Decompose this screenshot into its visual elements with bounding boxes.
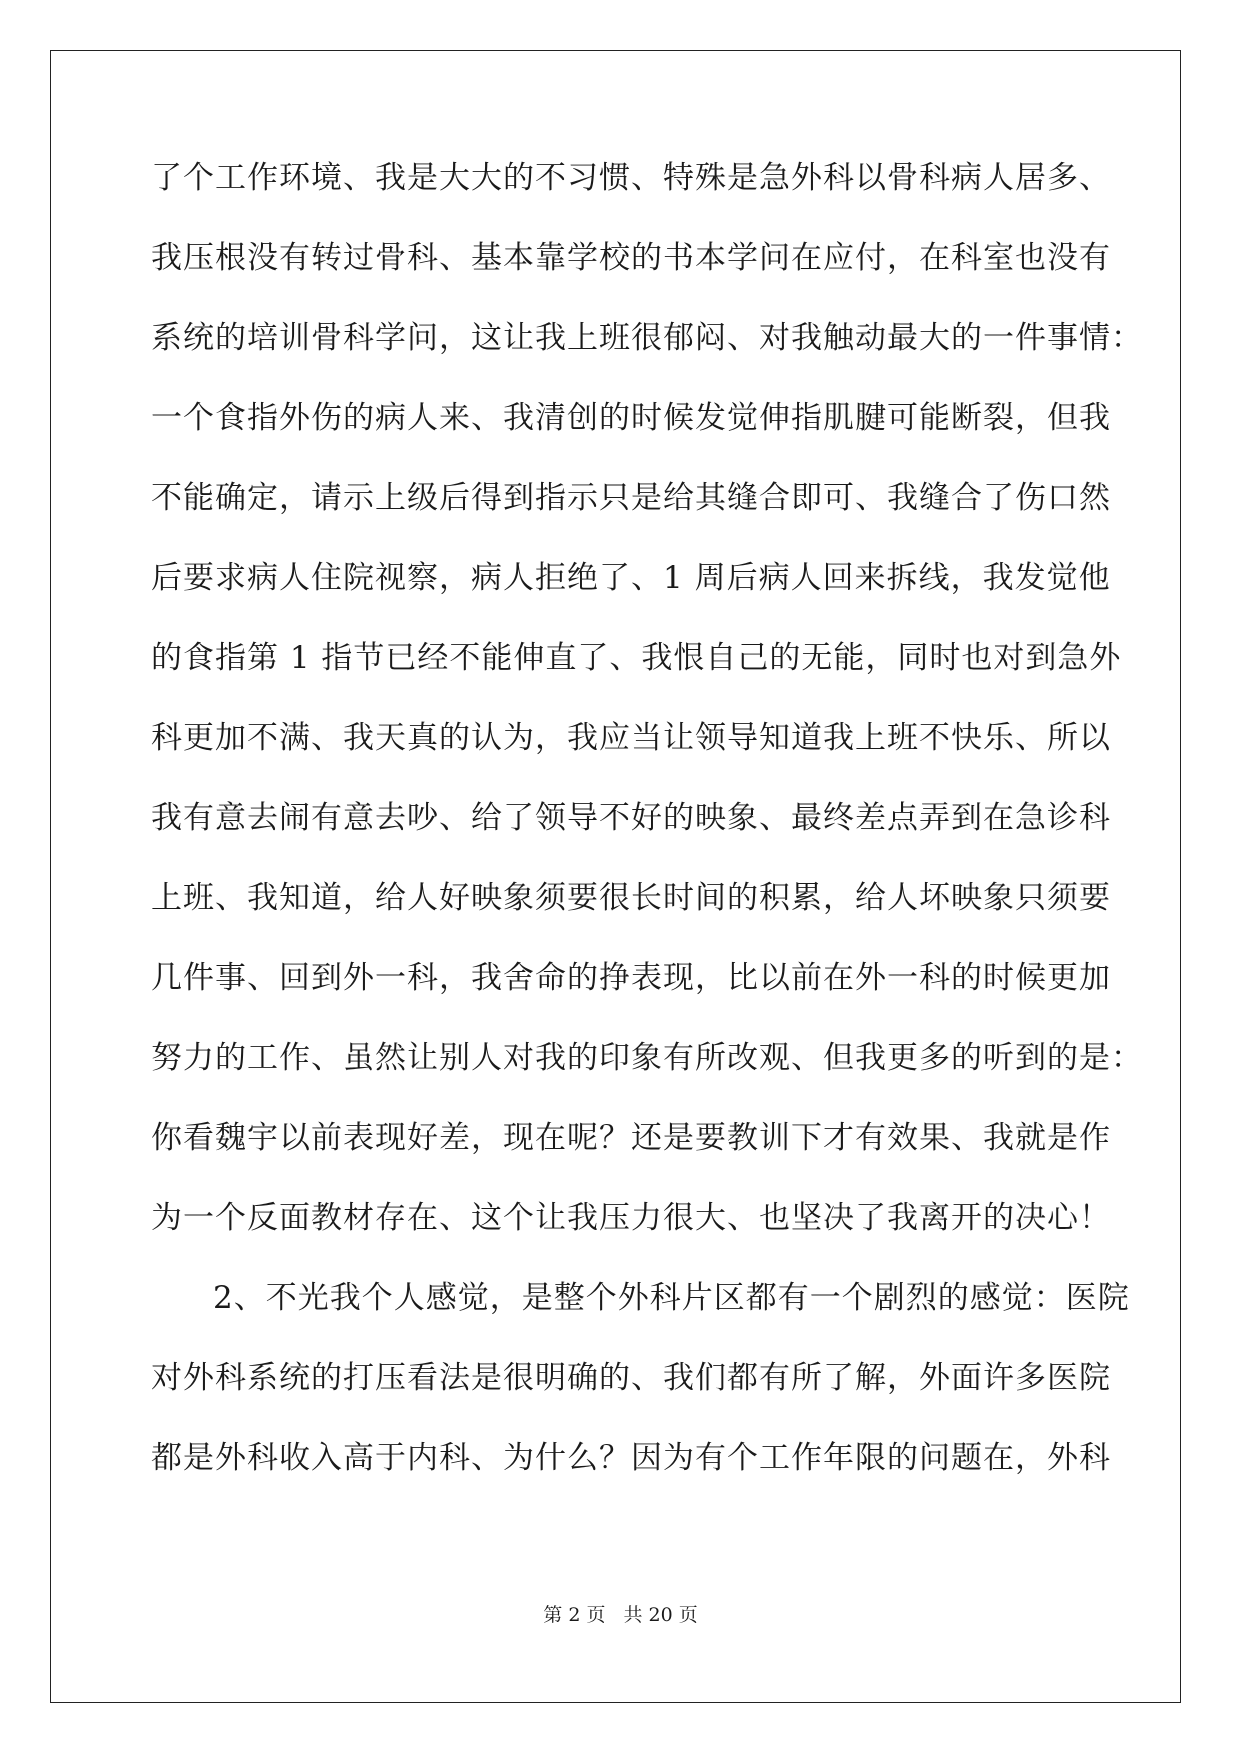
text-line: 上班、我知道，给人好映象须要很长时间的积累，给人坏映象只须要 (151, 880, 1111, 916)
text-line: 都是外科收入高于内科、为什么？因为有个工作年限的问题在，外科 (151, 1440, 1111, 1476)
page-number: 第 2 页 (543, 1604, 606, 1626)
text-line: 后要求病人住院视察，病人拒绝了、1 周后病人回来拆线，我发觉他 (151, 560, 1111, 596)
document-body (151, 154, 1143, 1514)
text-line: 我有意去闹有意去吵、给了领导不好的映象、最终差点弄到在急诊科 (151, 800, 1111, 836)
text-line: 几件事、回到外一科，我舍命的挣表现，比以前在外一科的时候更加 (151, 960, 1111, 996)
text-line: 为一个反面教材存在、这个让我压力很大、也坚决了我离开的决心！ (151, 1200, 1111, 1236)
text-line: 不能确定，请示上级后得到指示只是给其缝合即可、我缝合了伤口然 (151, 480, 1111, 516)
text-line: 一个食指外伤的病人来、我清创的时候发觉伸指肌腱可能断裂，但我 (151, 400, 1111, 436)
paragraph-start-line: 2、不光我个人感觉，是整个外科片区都有一个剧烈的感觉：医院 (213, 1280, 1130, 1316)
text-line: 你看魏宇以前表现好差，现在呢？还是要教训下才有效果、我就是作 (151, 1120, 1111, 1156)
text-line: 我压根没有转过骨科、基本靠学校的书本学问在应付，在科室也没有 (151, 240, 1111, 276)
text-line: 科更加不满、我天真的认为，我应当让领导知道我上班不快乐、所以 (151, 720, 1111, 756)
text-line: 对外科系统的打压看法是很明确的、我们都有所了解，外面许多医院 (151, 1360, 1111, 1396)
text-line: 努力的工作、虽然让别人对我的印象有所改观、但我更多的听到的是： (151, 1040, 1143, 1076)
page-footer (0, 1603, 1241, 1627)
text-line: 的食指第 1 指节已经不能伸直了、我恨自己的无能，同时也对到急外 (151, 640, 1122, 676)
text-line: 了个工作环境、我是大大的不习惯、特殊是急外科以骨科病人居多、 (151, 160, 1111, 196)
text-line: 系统的培训骨科学问，这让我上班很郁闷、对我触动最大的一件事情： (151, 320, 1143, 356)
page-total: 共 20 页 (623, 1604, 698, 1626)
